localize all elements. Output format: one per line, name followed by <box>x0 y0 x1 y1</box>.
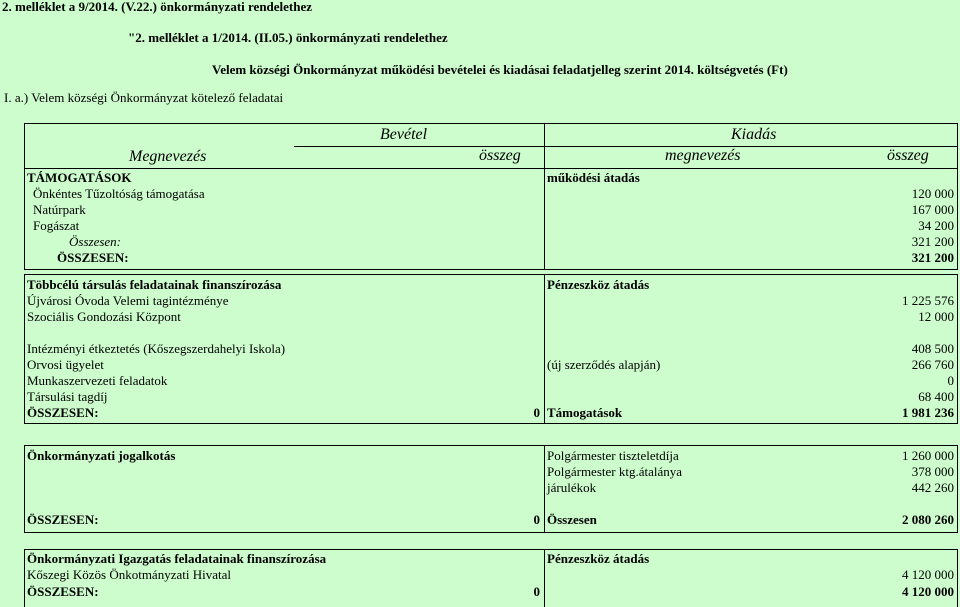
block1-row-label: Önkéntes Tűzoltóság támogatása <box>33 186 205 201</box>
block4-total-amount: 4 120 000 <box>902 584 954 599</box>
block2-title: Többcélú társulás feladatainak finanszírozása <box>27 277 282 292</box>
block2-row-amount: 0 <box>947 373 954 388</box>
section-title: I. a.) Velem községi Önkormányzat kötelező feladatai <box>4 90 284 105</box>
header-kiadas: Kiadás <box>731 126 777 143</box>
block2-total-income: 0 <box>533 405 540 420</box>
block4-total-label: ÖSSZESEN: <box>27 584 99 599</box>
block2-right-title: Pénzeszköz átadás <box>547 277 650 292</box>
block3-row-amount: 442 260 <box>911 480 954 495</box>
block1-title: TÁMOGATÁSOK <box>27 170 132 185</box>
block2-row-label: Szociális Gondozási Központ <box>27 309 181 324</box>
block2-row-label: Társulási tagdíj <box>27 389 108 404</box>
block3-row-amount: 1 260 000 <box>902 448 954 463</box>
block3-total-amount: 2 080 260 <box>902 512 954 527</box>
header-megnevezes-expense: megnevezés <box>665 147 741 164</box>
block3-row-label: Polgármester ktg.átalánya <box>547 464 683 479</box>
header-bevetel: Bevétel <box>380 126 428 143</box>
annex-reference-1: 2. melléklet a 9/2014. (V.22.) önkormányzati rendelethez <box>2 0 313 14</box>
page-title: Velem községi Önkormányzat működési bevételei és kiadásai feladatjelleg szerint 2014. költségvetés (Ft) <box>212 62 788 77</box>
block3-row-amount: 378 000 <box>911 464 954 479</box>
block2-row-label: Munkaszervezeti feladatok <box>27 373 168 388</box>
block4-row-label: Kőszegi Közös Önkotmányzati Hivatal <box>27 567 231 582</box>
block1-total-amount: 321 200 <box>911 250 954 265</box>
block1-row-label: Fogászat <box>33 218 80 233</box>
income-expense-table <box>24 123 958 270</box>
block2-row-amount: 408 500 <box>911 341 954 356</box>
block1-subtotal-label: Összesen: <box>69 234 121 249</box>
block2-total-amount: 1 981 236 <box>902 405 954 420</box>
block2-total-label: ÖSSZESEN: <box>27 405 99 420</box>
block1-right-title: működési átadás <box>547 170 640 185</box>
block1-subtotal-amount: 321 200 <box>911 234 954 249</box>
header-osszeg-income: összeg <box>479 147 521 164</box>
block3-total-income: 0 <box>533 512 540 527</box>
block4-row-amount: 4 120 000 <box>902 567 954 582</box>
block4-right-title: Pénzeszköz átadás <box>547 551 650 566</box>
block2-row-label: Újvárosi Óvoda Velemi tagintézménye <box>27 293 229 308</box>
block2-row-note: (új szerződés alapján) <box>547 357 661 372</box>
association-table <box>24 274 958 424</box>
block3-total-right-label: Összesen <box>547 512 597 527</box>
block2-row-amount: 68 400 <box>918 389 954 404</box>
block2-total-right-label: Támogatások <box>547 405 623 420</box>
block2-row-label: Intézményi étkeztetés (Kőszegszerdahelyi Iskola) <box>27 341 286 356</box>
block2-row-label: Orvosi ügyelet <box>27 357 104 372</box>
block1-row-amount: 34 200 <box>918 218 954 233</box>
block3-row-label: járulékok <box>547 480 597 495</box>
lawmaking-table <box>24 445 958 533</box>
block3-title: Önkormányzati jogalkotás <box>27 448 176 463</box>
block1-total-label: ÖSSZESEN: <box>57 250 129 265</box>
block1-row-amount: 167 000 <box>911 202 954 217</box>
block4-title: Önkormányzati Igazgatás feladatainak finanszírozása <box>27 551 327 566</box>
block4-total-income: 0 <box>533 584 540 599</box>
block3-total-label: ÖSSZESEN: <box>27 512 99 527</box>
header-osszeg-expense: összeg <box>887 147 929 164</box>
block2-row-amount: 12 000 <box>918 309 954 324</box>
block2-row-amount: 1 225 576 <box>902 293 954 308</box>
block1-row-amount: 120 000 <box>911 186 954 201</box>
block3-row-label: Polgármester tiszteletdíja <box>547 448 679 463</box>
administration-table <box>24 549 958 607</box>
annex-reference-2: "2. melléklet a 1/2014. (II.05.) önkormányzati rendelethez <box>128 30 448 45</box>
block2-row-amount: 266 760 <box>911 357 954 372</box>
header-megnevezes: Megnevezés <box>129 148 207 165</box>
block1-row-label: Natúrpark <box>33 202 86 217</box>
